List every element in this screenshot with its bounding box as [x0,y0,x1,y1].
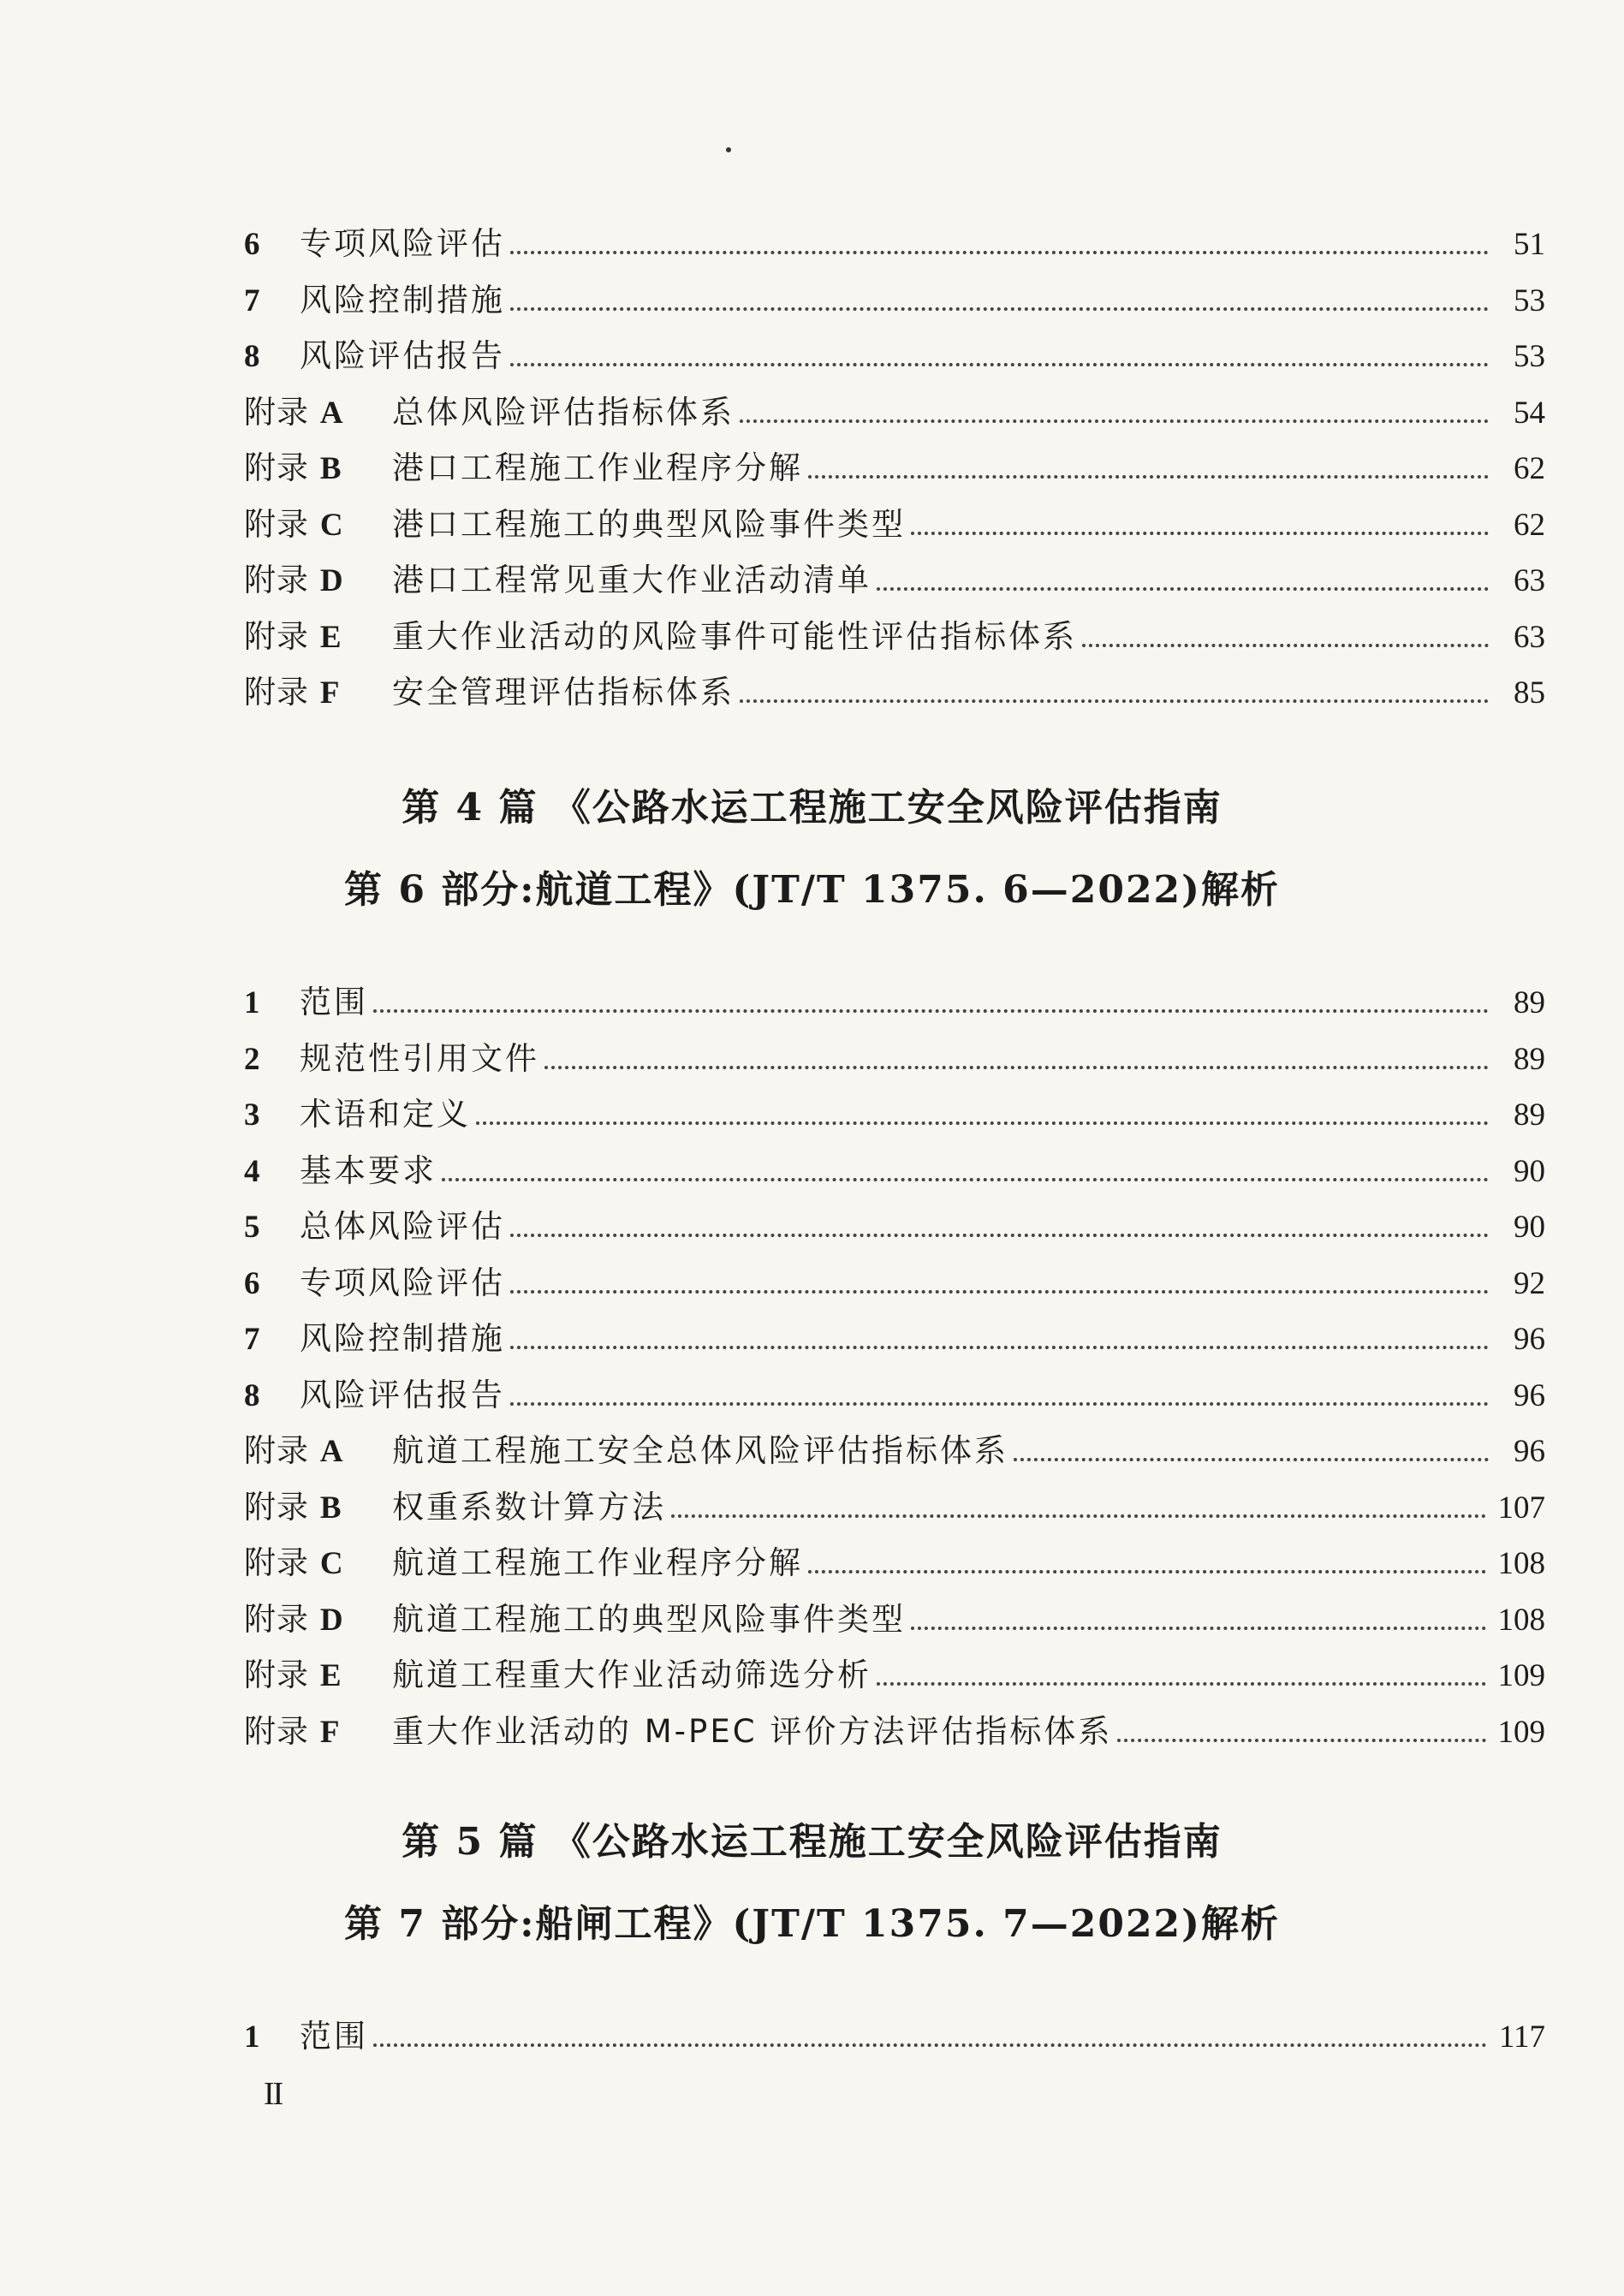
toc-entry [244,1255,1545,1312]
toc-entry-page: 108 [1497,1546,1545,1581]
toc-entry-page: 62 [1514,507,1545,543]
toc-entry-page: 63 [1514,619,1545,655]
toc-entry [244,2008,1545,2065]
toc-appendix-letter: D [319,1602,343,1638]
toc-appendix-label [244,1591,392,1649]
toc-entry [244,1086,1545,1143]
toc-entry-title: 总体风险评估 [300,1208,505,1245]
toc-section-part-4 [244,974,1545,1759]
toc-entry-page: 89 [1514,1041,1545,1077]
toc-section-top [244,216,1545,721]
dot-leader [373,2043,1487,2047]
toc-entry-title: 术语和定义 [300,1096,471,1133]
toc-entry-number: 3 [244,1097,260,1133]
toc-appendix-label [244,1647,392,1704]
toc-entry-page: 109 [1497,1658,1545,1693]
toc-entry-page: 90 [1514,1210,1545,1245]
toc-appendix-word: 附录 [244,1544,309,1581]
toc-entry-title: 风险控制措施 [300,1320,505,1357]
toc-entry [244,609,1545,665]
dot-leader [1082,644,1489,647]
toc-appendix-word: 附录 [244,1488,309,1526]
toc-appendix-word: 附录 [244,393,309,431]
part-4-heading-line-1: 第 4 篇 《公路水运工程施工安全风险评估指南 [402,786,1222,830]
toc-entry [244,552,1545,609]
toc-entry-title: 范围 [300,984,368,1020]
part-5-heading-line-1: 第 5 篇 《公路水运工程施工安全风险评估指南 [402,1820,1222,1864]
toc-entry-number: 1 [244,2019,260,2055]
dot-leader [808,1570,1486,1573]
toc-entry-page: 109 [1497,1714,1545,1750]
toc-appendix-word: 附录 [244,562,309,598]
toc-appendix-letter: E [319,1658,342,1693]
toc-entry-page: 89 [1514,1097,1545,1133]
dot-leader [877,1682,1486,1686]
toc-appendix-word: 附录 [244,1712,309,1750]
toc-entry-page: 62 [1514,451,1545,486]
toc-entry [244,328,1545,384]
toc-entry [244,1143,1545,1199]
toc-entry-title: 港口工程常见重大作业活动清单 [392,562,871,598]
page-number: II [264,2076,283,2112]
part-4-heading-line-2: 第 6 部分:航道工程》(JT/T 1375. 6—2022)解析 [344,868,1280,912]
toc-entry-page: 85 [1514,675,1545,711]
toc-entry-title: 范围 [300,2018,368,2055]
dot-leader [1014,1458,1489,1461]
part-5-heading-line-2: 第 7 部分:船闸工程》(JT/T 1375. 7—2022)解析 [344,1902,1280,1946]
toc-appendix-letter: A [319,1434,343,1469]
toc-entry-number: 1 [244,985,260,1020]
toc-entry [244,1479,1545,1536]
toc-entry-page: 53 [1514,339,1545,374]
dot-leader [671,1514,1486,1518]
toc-entry-page: 92 [1514,1265,1545,1301]
dot-leader [1117,1739,1485,1742]
toc-appendix-label [244,384,392,442]
toc-entry [244,384,1545,441]
toc-entry-page: 107 [1497,1490,1545,1526]
toc-entry-title: 规范性引用文件 [300,1039,539,1077]
dot-leader [740,419,1489,423]
toc-entry [244,1199,1545,1255]
toc-entry [244,1311,1545,1367]
toc-entry-title: 航道工程施工安全总体风险评估指标体系 [392,1432,1008,1469]
toc-appendix-label [244,1535,392,1592]
toc-appendix-label [244,552,392,610]
toc-appendix-word: 附录 [244,674,309,711]
toc-appendix-word: 附录 [244,617,309,655]
toc-entry-title: 风险控制措施 [300,281,505,318]
toc-appendix-letter: F [319,675,340,711]
dot-leader [877,587,1489,591]
toc-entry-number: 6 [244,227,260,262]
toc-appendix-letter: E [319,619,342,655]
dot-leader [442,1178,1489,1181]
toc-entry-title: 风险评估报告 [300,1376,505,1413]
toc-appendix-word: 附录 [244,1657,309,1693]
toc-entry-title: 风险评估报告 [300,337,505,374]
dot-leader [510,251,1489,254]
dot-leader [544,1066,1489,1069]
dot-leader [373,1009,1489,1013]
toc-entry-page: 96 [1514,1434,1545,1469]
print-speck [726,147,731,152]
toc-entry-number: 6 [244,1265,260,1301]
toc-entry-number: 5 [244,1210,260,1245]
toc-entry-title: 权重系数计算方法 [392,1488,666,1526]
toc-entry-page: 89 [1514,985,1545,1020]
toc-appendix-letter: A [319,395,343,431]
toc-entry-title: 港口工程施工的典型风险事件类型 [392,505,906,543]
toc-entry-title: 航道工程施工作业程序分解 [392,1544,803,1581]
part-4-heading [0,767,1624,931]
toc-entry-page: 117 [1498,2019,1545,2055]
toc-entry [244,440,1545,497]
toc-appendix-letter: D [319,563,343,598]
toc-entry [244,974,1545,1031]
toc-entry [244,1367,1545,1424]
toc-appendix-letter: B [319,1490,342,1526]
toc-entry-page: 108 [1497,1602,1545,1638]
toc-entry-page: 63 [1514,563,1545,598]
toc-entry-page: 96 [1514,1322,1545,1357]
toc-appendix-label [244,1704,392,1761]
toc-entry-title: 港口工程施工作业程序分解 [392,449,803,486]
dot-leader [510,1290,1489,1294]
dot-leader [510,1402,1489,1406]
dot-leader [911,1627,1486,1630]
toc-entry [244,1535,1545,1591]
dot-leader [476,1121,1489,1125]
toc-entry-page: 53 [1514,283,1545,318]
toc-entry-title: 专项风险评估 [300,225,505,262]
toc-entry-title: 航道工程重大作业活动筛选分析 [392,1657,871,1693]
toc-appendix-letter: F [319,1714,340,1750]
toc-appendix-letter: C [319,1546,343,1581]
dot-leader [510,363,1489,366]
dot-leader [510,1346,1489,1349]
toc-appendix-label [244,1423,392,1480]
toc-entry [244,1031,1545,1087]
toc-entry [244,497,1545,553]
dot-leader [911,532,1489,535]
toc-entry-number: 8 [244,1377,260,1413]
toc-entry-title: 重大作业活动的 M-PEC 评价方法评估指标体系 [392,1712,1113,1750]
toc-appendix-word: 附录 [244,1432,309,1469]
toc-entry-page: 90 [1514,1153,1545,1189]
toc-entry-number: 4 [244,1153,260,1189]
toc-appendix-label [244,440,392,497]
toc-entry-number: 2 [244,1041,260,1077]
dot-leader [808,475,1489,479]
toc-entry-title: 专项风险评估 [300,1264,505,1301]
toc-entry-title: 总体风险评估指标体系 [392,393,735,431]
toc-appendix-label [244,609,392,666]
toc-appendix-letter: B [319,451,342,486]
toc-entry-title: 安全管理评估指标体系 [392,674,735,711]
toc-appendix-letter: C [319,507,343,543]
toc-entry [244,1647,1545,1704]
toc-entry-title: 基本要求 [300,1151,437,1189]
toc-entry-page: 51 [1514,227,1545,262]
toc-entry-title: 重大作业活动的风险事件可能性评估指标体系 [392,617,1077,655]
toc-entry [244,272,1545,329]
toc-appendix-label [244,664,392,722]
toc-section-part-5 [244,2008,1545,2065]
toc-appendix-label [244,497,392,554]
toc-entry-number: 8 [244,339,260,374]
toc-appendix-word: 附录 [244,449,309,486]
dot-leader [510,307,1489,311]
toc-appendix-label [244,1479,392,1537]
toc-entry [244,1704,1545,1760]
dot-leader [740,699,1489,703]
toc-entry-title: 航道工程施工的典型风险事件类型 [392,1600,906,1638]
toc-entry-page: 96 [1514,1377,1545,1413]
toc-appendix-word: 附录 [244,505,309,543]
toc-entry [244,216,1545,272]
toc-appendix-word: 附录 [244,1600,309,1638]
dot-leader [510,1234,1489,1237]
toc-entry-number: 7 [244,283,260,318]
toc-entry [244,664,1545,721]
toc-entry-page: 54 [1514,395,1545,431]
toc-entry-number: 7 [244,1322,260,1357]
toc-entry [244,1423,1545,1479]
part-5-heading [0,1801,1624,1966]
toc-entry [244,1591,1545,1648]
